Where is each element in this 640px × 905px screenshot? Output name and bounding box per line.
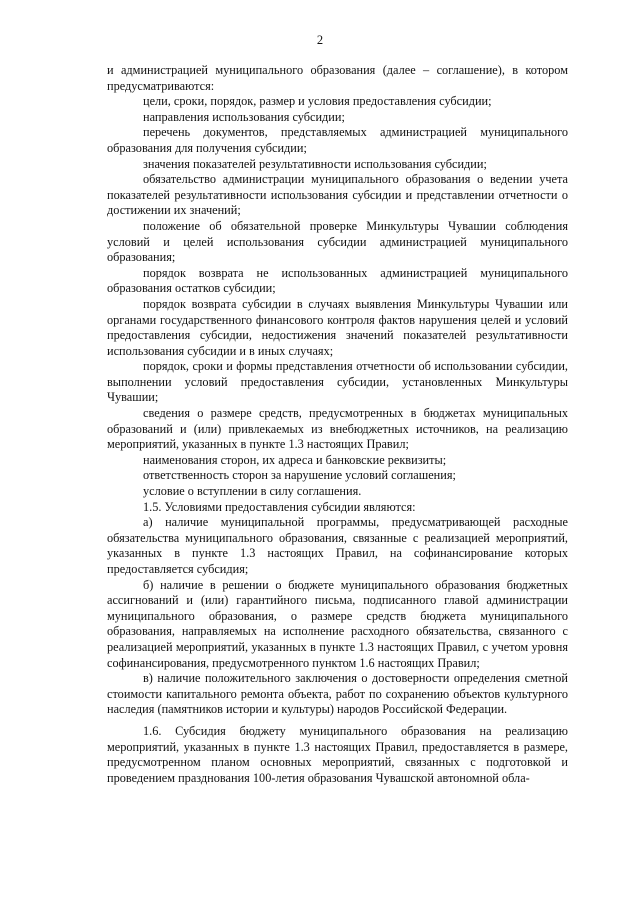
- paragraph: значения показателей результативности использования субсидии;: [143, 156, 487, 171]
- paragraph: б) наличие в решении о бюджете муниципального образования бюджетных ассигнований и (или) гарантийного письма, подписанного главой администрации муниципального образования, о размере средств бюджета муниципального образования, направляемых на исполнение расходного обязательства, связанного с реализацией мероприятий, указанных в пункте 1.3 настоящих Правил, с учетом уровня софинансирования, предусмотренного пунктом 1.6 настоящих Правил;: [107, 577, 568, 670]
- document-body: [107, 63, 568, 786]
- paragraph: обязательство администрации муниципального образования о ведении учета показателей результативности использования субсидии и представлении отчетности о достижении их значений;: [107, 172, 568, 218]
- paragraph: направления использования субсидии;: [143, 109, 345, 124]
- paragraph: цели, сроки, порядок, размер и условия предоставления субсидии;: [143, 94, 492, 109]
- page-number: 2: [316, 33, 324, 47]
- paragraph: сведения о размере средств, предусмотренных в бюджетах муниципальных образований и (или) привлекаемых из внебюджетных источников, на реализацию мероприятий, указанных в пункте 1.3 настоящих Правил;: [107, 406, 568, 452]
- paragraph: и администрацией муниципального образования (далее – соглашение), в котором предусматриваются:: [107, 63, 568, 93]
- paragraph: порядок, сроки и формы представления отчетности об использовании субсидии, выполнении условий предоставления субсидии, установленных Минкультуры Чувашии;: [107, 359, 568, 405]
- paragraph: положение об обязательной проверке Минкультуры Чувашии соблюдения условий и целей использования субсидии администрацией муниципального образования;: [107, 218, 568, 265]
- paragraph: ответственность сторон за нарушение условий соглашения;: [143, 468, 456, 483]
- paragraph: 1.5. Условиями предоставления субсидии являются:: [143, 499, 416, 514]
- paragraph: перечень документов, представляемых администрацией муниципального образования для получения субсидии;: [107, 125, 568, 155]
- paragraph: порядок возврата субсидии в случаях выявления Минкультуры Чувашии или органами государственного финансового контроля фактов нарушения целей и условий предоставления субсидии, недостижения значений показателей результативности использования субсидии и в иных случаях;: [107, 296, 568, 358]
- paragraph: 1.6. Субсидия бюджету муниципального образования на реализацию мероприятий, указанных в пункте 1.3 настоящих Правил, предоставляется в размере, предусмотренном планом основных мероприятий, связанных с подготовкой и проведением празднования 100-летия образования Чувашской автономной обла-: [107, 723, 568, 785]
- paragraph: а) наличие муниципальной программы, предусматривающей расходные обязательства муниципального образования, связанные с реализацией мероприятий, указанных в пункте 1.3 настоящих Правил, на софинансирование которых предоставляется субсидия;: [107, 515, 568, 576]
- paragraph: порядок возврата не использованных администрацией муниципального образования остатков субсидии;: [107, 265, 568, 296]
- paragraph: в) наличие положительного заключения о достоверности определения сметной стоимости капитального ремонта объекта, работ по сохранению объектов культурного наследия (памятников истории и культуры) народов Российской Федерации.: [107, 671, 568, 717]
- paragraph: наименования сторон, их адреса и банковские реквизиты;: [143, 452, 447, 467]
- paragraph: условие о вступлении в силу соглашения.: [143, 484, 362, 499]
